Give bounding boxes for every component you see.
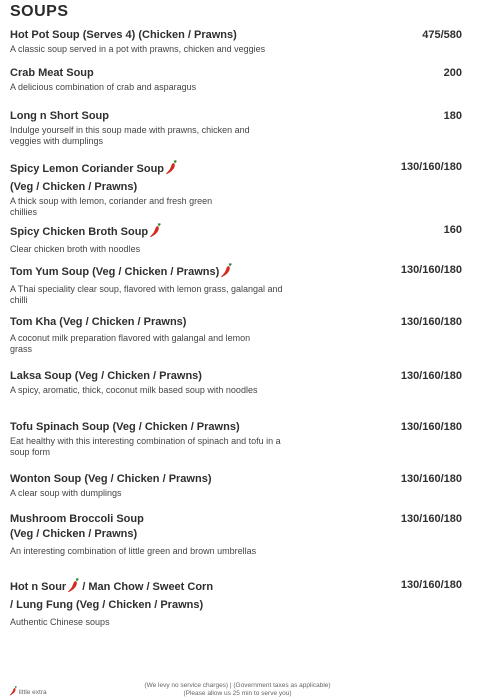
menu-item-tom-kha: [10, 315, 462, 355]
item-name-text: Tom Yum Soup (Veg / Chicken / Prawns): [10, 266, 220, 278]
item-description: An interesting combination of little green and brown umbrellas: [10, 546, 257, 556]
item-name: Tofu Spinach Soup (Veg / Chicken / Prawns): [10, 421, 240, 433]
item-name: Hot Pot Soup (Serves 4) (Chicken / Prawns): [10, 29, 237, 41]
item-description: Clear chicken broth with noodles: [10, 244, 141, 254]
item-name: [10, 578, 350, 613]
item-name: Crab Meat Soup: [10, 67, 94, 79]
item-description: Indulge yourself in this soup made with prawns, chicken and veggies with dumplings: [10, 125, 250, 146]
item-name: Laksa Soup (Veg / Chicken / Prawns): [10, 370, 202, 382]
item-name: [10, 263, 350, 283]
legend-label: little extra: [18, 689, 47, 696]
menu-item-laksa-soup: [10, 369, 462, 396]
item-description: Authentic Chinese soups: [10, 617, 110, 627]
chili-pepper-icon: [165, 160, 177, 180]
menu-item-long-n-short-soup: [10, 109, 462, 147]
item-description: A coconut milk preparation flavored with galangal and lemon grass: [10, 333, 251, 354]
item-description: A Thai speciality clear soup, flavored with lemon grass, galangal and chilli: [10, 284, 283, 305]
item-name: Long n Short Soup: [10, 110, 109, 122]
menu-item-hot-n-sour-soup: [10, 578, 462, 628]
menu-item-tofu-spinach-soup: [10, 420, 462, 458]
item-price: 200: [443, 67, 462, 79]
item-name-line1: Mushroom Broccoli Soup: [10, 513, 144, 525]
item-price: 130/160/180: [400, 264, 462, 276]
item-name: [10, 512, 350, 542]
chili-pepper-icon: [220, 263, 232, 283]
menu-item-wonton-soup: [10, 472, 462, 499]
item-price: 130/160/180: [400, 421, 462, 433]
item-description: A clear soup with dumplings: [10, 488, 122, 498]
section-title: SOUPS: [10, 3, 69, 20]
item-price: 130/160/180: [400, 513, 462, 525]
item-description: A classic soup served in a pot with prawns, chicken and veggies: [10, 44, 266, 54]
item-price: 130/160/180: [400, 370, 462, 382]
menu-item-mushroom-broccoli-soup: [10, 512, 462, 557]
item-name: [10, 223, 350, 243]
item-price: 130/160/180: [400, 161, 462, 173]
menu-item-tom-yum-soup: [10, 263, 462, 306]
item-name-text: Spicy Chicken Broth Soup: [10, 226, 149, 238]
item-price: 180: [443, 110, 462, 122]
chili-pepper-icon: [67, 578, 79, 598]
menu-item-crab-meat-soup: [10, 66, 462, 93]
chili-pepper-icon: [9, 686, 17, 698]
footer-line-1: (We levy no service charges) | (Government taxes as applicable): [144, 682, 331, 689]
item-name-line2: (Veg / Chicken / Prawns): [10, 528, 138, 540]
item-description: A delicious combination of crab and asparagus: [10, 82, 197, 92]
item-name: Tom Kha (Veg / Chicken / Prawns): [10, 316, 187, 328]
item-name-line1: Spicy Lemon Coriander Soup: [10, 163, 165, 175]
item-price: 130/160/180: [400, 473, 462, 485]
item-name: [10, 160, 350, 195]
menu-item-spicy-chicken-broth-soup: [10, 223, 462, 255]
spicy-legend: [8, 686, 47, 698]
item-price: 130/160/180: [400, 316, 462, 328]
item-price: 130/160/180: [400, 579, 462, 591]
footer-notes: [110, 682, 365, 698]
item-name: Wonton Soup (Veg / Chicken / Prawns): [10, 473, 212, 485]
item-name-line2: / Lung Fung (Veg / Chicken / Prawns): [10, 599, 204, 611]
item-name-line1a: Hot n Sour: [10, 581, 67, 593]
item-description: A spicy, aromatic, thick, coconut milk based soup with noodles: [10, 385, 258, 395]
item-description: Eat healthy with this interesting combination of spinach and tofu in a soup form: [10, 436, 281, 457]
item-description: A thick soup with lemon, coriander and fresh green chillies: [10, 196, 213, 217]
menu-item-spicy-lemon-coriander-soup: [10, 160, 462, 218]
item-price: 160: [443, 224, 462, 236]
item-name-line2: (Veg / Chicken / Prawns): [10, 181, 138, 193]
footer-line-2: (Please allow us 25 min to serve you): [183, 690, 292, 697]
menu-item-hot-pot-soup: [10, 28, 462, 55]
item-name-line1b: / Man Chow / Sweet Corn: [79, 581, 214, 593]
item-price: 475/580: [422, 29, 462, 41]
chili-pepper-icon: [149, 223, 161, 243]
